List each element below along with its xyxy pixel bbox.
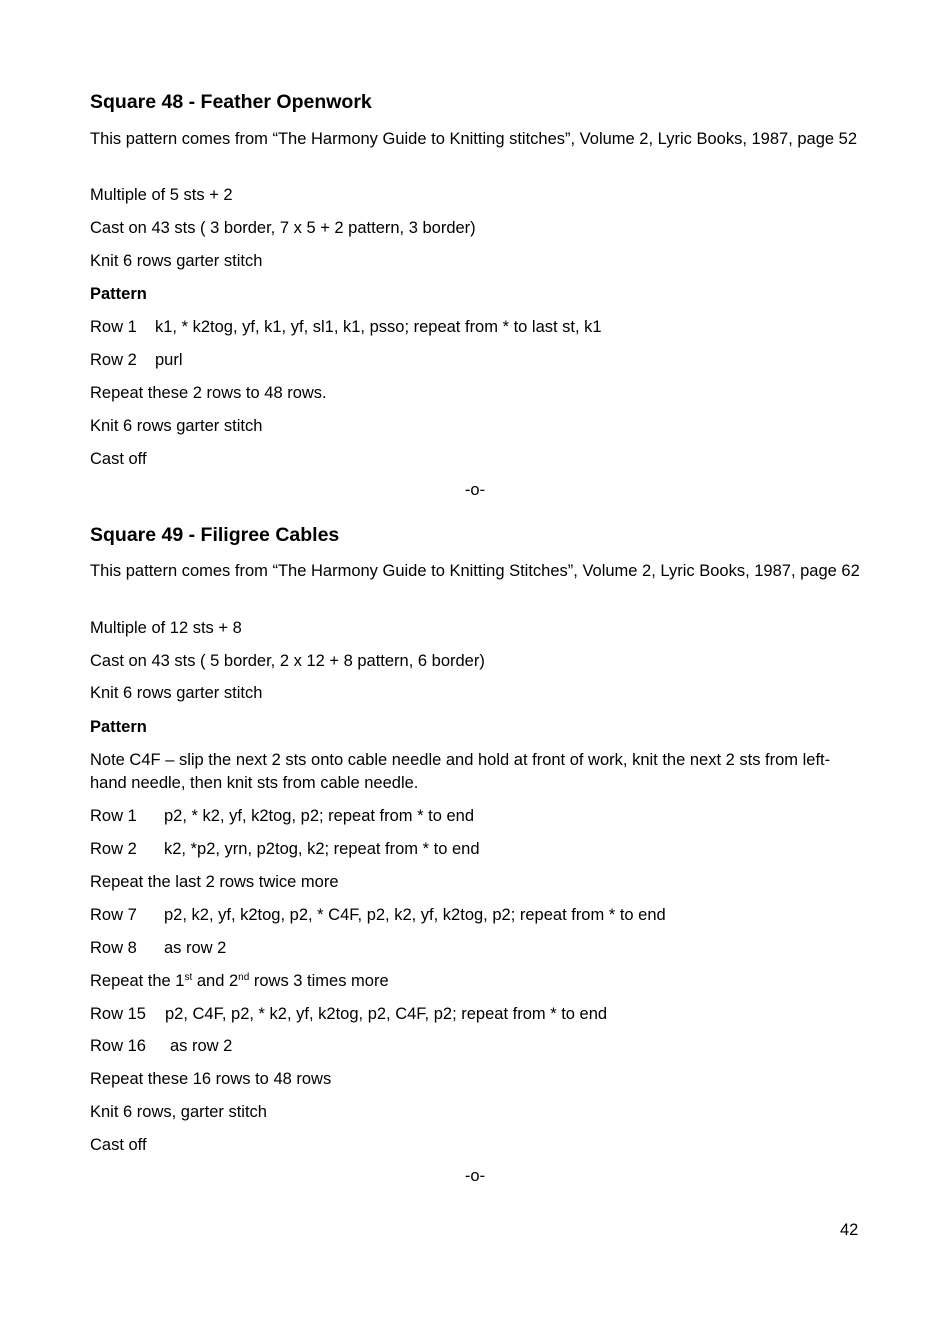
repeat-text: Repeat these 2 rows to 48 rows.: [90, 384, 327, 402]
pattern-row: [90, 904, 666, 927]
source-text: This pattern comes from “The Harmony Guide to Knitting stitches”, Volume 2, Lyric Books, 1987, page 52: [90, 130, 858, 148]
repeat-text: Repeat these 16 rows to 48 rows: [90, 1070, 332, 1088]
row-instruction: k2, *p2, yrn, p2tog, k2; repeat from * to end: [164, 840, 480, 858]
pattern-row: [90, 1035, 232, 1058]
pattern-row: [90, 349, 183, 372]
multiple-text: Multiple of 12 sts + 8: [90, 619, 242, 637]
pattern-row: [90, 937, 226, 960]
row-instruction: p2, * k2, yf, k2tog, p2; repeat from * to end: [164, 807, 475, 825]
row-label: Row 16: [90, 1037, 146, 1055]
row-label: Row 1: [90, 807, 137, 825]
pattern-row: [90, 1003, 607, 1026]
knit-end-text: Knit 6 rows garter stitch: [90, 417, 263, 435]
row-instruction: k1, * k2tog, yf, k1, yf, sl1, k1, psso; repeat from * to last st, k1: [155, 318, 602, 336]
repeat-text-part: rows 3 times more: [249, 972, 389, 990]
knit-rows-text: Knit 6 rows garter stitch: [90, 684, 263, 702]
cast-off-text: Cast off: [90, 1136, 147, 1154]
cast-on-text: Cast on 43 sts ( 5 border, 2 x 12 + 8 pattern, 6 border): [90, 652, 485, 670]
row-instruction: p2, k2, yf, k2tog, p2, * C4F, p2, k2, yf, k2tog, p2; repeat from * to end: [164, 906, 666, 924]
row-instruction: as row 2: [164, 939, 227, 957]
section-title: Square 48 - Feather Openwork: [90, 91, 372, 113]
row-label: Row 1: [90, 318, 137, 336]
pattern-row: [90, 805, 474, 828]
source-text: This pattern comes from “The Harmony Guide to Knitting Stitches”, Volume 2, Lyric Books, 1987, page 62: [90, 562, 860, 580]
row-label: Row 2: [90, 351, 137, 369]
pattern-label: Pattern: [90, 718, 147, 736]
knit-rows-text: Knit 6 rows garter stitch: [90, 252, 263, 270]
ordinal-suffix: nd: [238, 972, 250, 983]
row-label: Row 15: [90, 1005, 146, 1023]
repeat-text-part: and 2: [192, 972, 239, 990]
multiple-text: Multiple of 5 sts + 2: [90, 186, 233, 204]
row-label: Row 7: [90, 906, 137, 924]
page-number: 42: [840, 1221, 859, 1239]
row-instruction: purl: [155, 351, 183, 369]
repeat-text-part: Repeat the 1: [90, 972, 185, 990]
section-separator: -o-: [464, 481, 486, 499]
repeat-text: [90, 970, 389, 993]
row-instruction: p2, C4F, p2, * k2, yf, k2tog, p2, C4F, p2; repeat from * to end: [165, 1005, 608, 1023]
cast-off-text: Cast off: [90, 450, 147, 468]
pattern-row: [90, 316, 602, 339]
repeat-text: Repeat the last 2 rows twice more: [90, 873, 339, 891]
cast-on-text: Cast on 43 sts ( 3 border, 7 x 5 + 2 pattern, 3 border): [90, 219, 476, 237]
row-instruction: as row 2: [170, 1037, 233, 1055]
pattern-row: [90, 838, 480, 861]
pattern-label: Pattern: [90, 285, 147, 303]
ordinal-suffix: st: [184, 972, 193, 983]
row-label: Row 8: [90, 939, 137, 957]
knit-end-text: Knit 6 rows, garter stitch: [90, 1103, 267, 1121]
note-text: Note C4F – slip the next 2 sts onto cable needle and hold at front of work, knit the next 2 sts from left-hand needle, then knit sts from cable needle.: [90, 751, 831, 792]
row-label: Row 2: [90, 840, 137, 858]
section-separator: -o-: [464, 1167, 486, 1185]
section-title: Square 49 - Filigree Cables: [90, 524, 340, 546]
